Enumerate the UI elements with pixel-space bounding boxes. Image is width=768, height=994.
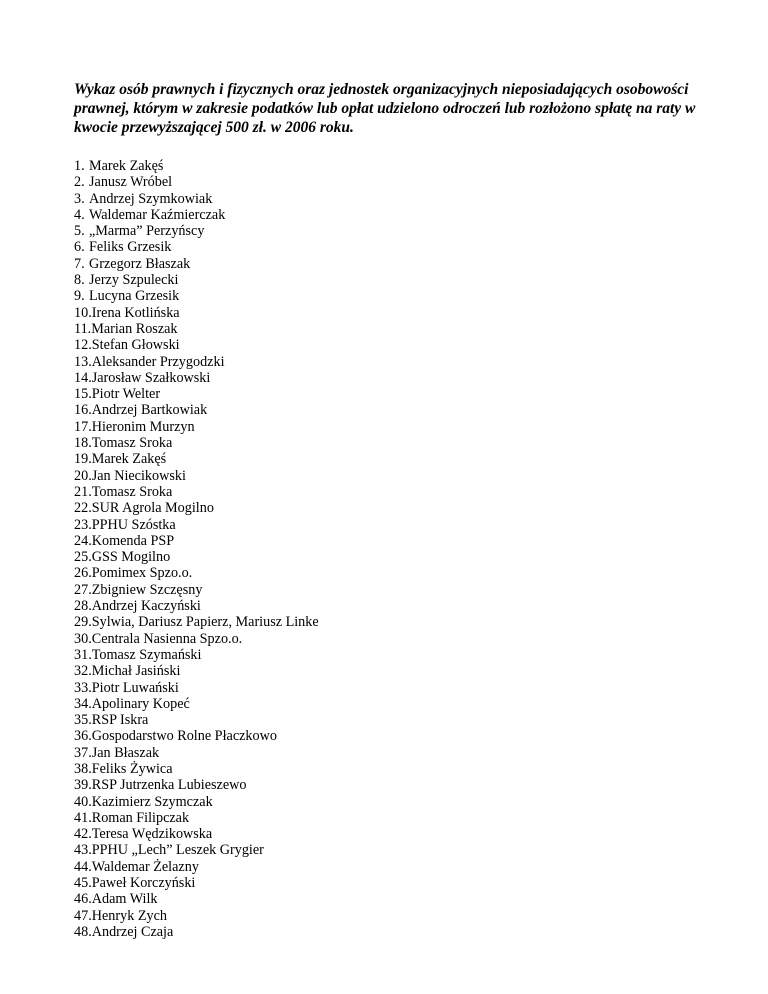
- list-item-number: 9.: [74, 288, 85, 305]
- list-item: [74, 761, 714, 777]
- list-item-number: 4.: [74, 206, 85, 223]
- list-item: [74, 191, 714, 207]
- list-item-name: PPHU „Lech” Leszek Grygier: [91, 842, 264, 859]
- list-item-name: Centrala Nasienna Spzo.o.: [91, 630, 243, 647]
- list-item-name: Marek Zakęś: [89, 158, 164, 174]
- list-item-name: Waldemar Kaźmierczak: [89, 206, 226, 223]
- list-item: [74, 321, 714, 337]
- list-item-name: Tomasz Sroka: [91, 483, 173, 500]
- list-item: [74, 745, 714, 761]
- list-item-number: 42.: [74, 826, 92, 843]
- list-item-number: 26.: [74, 565, 92, 582]
- list-item: [74, 158, 714, 174]
- list-item: [74, 598, 714, 614]
- list-item-number: 32.: [74, 663, 92, 680]
- list-item: [74, 647, 714, 663]
- list-item-number: 14.: [74, 369, 92, 386]
- list-item-number: 17.: [74, 418, 92, 435]
- list-item-number: 1.: [74, 158, 85, 174]
- list-item-number: 29.: [74, 614, 92, 631]
- list-item: [74, 386, 714, 402]
- list-item-number: 18.: [74, 435, 92, 452]
- list-item-name: Kazimierz Szymczak: [91, 793, 213, 810]
- list-item: [74, 875, 714, 891]
- list-item: [74, 842, 714, 858]
- list-item-number: 48.: [74, 923, 92, 940]
- list-item-number: 22.: [74, 500, 92, 517]
- list-item-name: Adam Wilk: [91, 891, 158, 908]
- list-item-number: 2.: [74, 174, 85, 191]
- list-item-number: 16.: [74, 402, 92, 419]
- list-item-name: GSS Mogilno: [91, 549, 171, 566]
- list-item-name: Marek Zakęś: [91, 451, 167, 468]
- list-item: [74, 223, 714, 239]
- list-item-number: 39.: [74, 777, 92, 794]
- list-item: [74, 484, 714, 500]
- list-item-number: 5.: [74, 223, 85, 240]
- list-item: [74, 794, 714, 810]
- list-item: [74, 712, 714, 728]
- list-item: [74, 174, 714, 190]
- list-item-name: RSP Iskra: [91, 712, 149, 729]
- list-item-name: Komenda PSP: [91, 532, 175, 549]
- list-item-name: Piotr Welter: [91, 386, 161, 403]
- list-item-name: Zbigniew Szczęsny: [91, 581, 203, 598]
- list-item-number: 34.: [74, 695, 92, 712]
- list-item: [74, 305, 714, 321]
- list-item-name: SUR Agrola Mogilno: [91, 500, 214, 517]
- list-item-name: Paweł Korczyński: [91, 875, 196, 892]
- list-item: [74, 924, 714, 940]
- list-item-name: PPHU Szóstka: [91, 516, 176, 533]
- list-item-name: Andrzej Bartkowiak: [91, 402, 208, 419]
- list-item-name: Andrzej Kaczyński: [91, 598, 201, 615]
- list-item-number: 13.: [74, 353, 92, 370]
- list-item-number: 41.: [74, 809, 92, 826]
- list-item-name: Stefan Głowski: [91, 337, 180, 354]
- list-item: [74, 533, 714, 549]
- list-item-number: 7.: [74, 255, 85, 272]
- list-item: [74, 451, 714, 467]
- list-item-number: 47.: [74, 907, 92, 924]
- list-item: [74, 549, 714, 565]
- list-item-number: 46.: [74, 891, 92, 908]
- list-item: [74, 728, 714, 744]
- list-item: [74, 354, 714, 370]
- list-item: [74, 582, 714, 598]
- list-item-name: Michał Jasiński: [91, 663, 181, 680]
- list-item-name: Henryk Zych: [91, 907, 167, 924]
- list-item-name: Irena Kotlińska: [91, 304, 180, 321]
- list-item: [74, 565, 714, 581]
- list-item: [74, 370, 714, 386]
- list-item-name: Jan Niecikowski: [91, 467, 186, 484]
- list-item: [74, 288, 714, 304]
- list-item-name: Jerzy Szpulecki: [89, 272, 179, 289]
- list-item-number: 23.: [74, 516, 92, 533]
- list-item-name: RSP Jutrzenka Lubieszewo: [91, 777, 247, 794]
- list-item: [74, 517, 714, 533]
- list-item: [74, 826, 714, 842]
- list-item-number: 19.: [74, 451, 92, 468]
- list-item: [74, 631, 714, 647]
- list-item: [74, 859, 714, 875]
- list-item-name: Marian Roszak: [91, 320, 178, 337]
- list-item-name: Feliks Żywica: [91, 760, 173, 777]
- list-item-name: Janusz Wróbel: [89, 174, 173, 191]
- list-item: [74, 810, 714, 826]
- list-item-name: Tomasz Szymański: [91, 646, 202, 663]
- entries-list: [74, 158, 714, 940]
- list-item: [74, 614, 714, 630]
- list-item-name: Pomimex Spzo.o.: [91, 565, 193, 582]
- list-item-number: 3.: [74, 190, 85, 207]
- list-item-number: 27.: [74, 581, 92, 598]
- list-item-number: 35.: [74, 712, 92, 729]
- list-item-name: Sylwia, Dariusz Papierz, Mariusz Linke: [91, 614, 319, 631]
- list-item-name: Piotr Luwański: [91, 679, 179, 696]
- list-item: [74, 680, 714, 696]
- list-item-number: 15.: [74, 386, 92, 403]
- list-item-number: 11.: [74, 320, 92, 337]
- list-item-name: Feliks Grzesik: [89, 239, 172, 256]
- list-item-number: 12.: [74, 337, 92, 354]
- list-item: [74, 468, 714, 484]
- list-item: [74, 891, 714, 907]
- list-item-number: 30.: [74, 630, 92, 647]
- list-item-name: Aleksander Przygodzki: [91, 353, 225, 370]
- list-item: [74, 696, 714, 712]
- list-item-number: 44.: [74, 858, 92, 875]
- list-item-name: Teresa Wędzikowska: [91, 826, 213, 843]
- list-item-name: Jarosław Szałkowski: [91, 369, 211, 386]
- list-item: [74, 337, 714, 353]
- list-item-number: 36.: [74, 728, 92, 745]
- list-item: [74, 239, 714, 255]
- list-item: [74, 500, 714, 516]
- list-item-number: 6.: [74, 239, 85, 256]
- list-item-name: Roman Filipczak: [91, 809, 190, 826]
- list-item: [74, 777, 714, 793]
- list-item-name: Lucyna Grzesik: [89, 288, 180, 305]
- list-item-number: 45.: [74, 875, 92, 892]
- list-item-number: 10.: [74, 304, 92, 321]
- list-item-name: Andrzej Czaja: [91, 923, 174, 940]
- list-item: [74, 908, 714, 924]
- list-item-number: 28.: [74, 598, 92, 615]
- list-item: [74, 663, 714, 679]
- list-item-name: „Marma” Perzyńscy: [89, 223, 205, 240]
- list-item-number: 37.: [74, 744, 92, 761]
- list-item-name: Waldemar Żelazny: [91, 858, 199, 875]
- list-item-name: Hieronim Murzyn: [91, 418, 195, 435]
- list-item-number: 31.: [74, 646, 92, 663]
- list-item-name: Jan Błaszak: [91, 744, 160, 761]
- list-item-name: Apolinary Kopeć: [91, 695, 190, 712]
- list-item-name: Gospodarstwo Rolne Płaczkowo: [91, 728, 277, 745]
- list-item-number: 40.: [74, 793, 92, 810]
- list-item: [74, 435, 714, 451]
- list-item-name: Andrzej Szymkowiak: [89, 190, 213, 207]
- document-title: Wykaz osób prawnych i fizycznych oraz jednostek organizacyjnych nieposiadających osobowości prawnej, którym w zakresie podatków lub opłat udzielono odroczeń lub rozłożono spłatę na raty w kwocie przewyższającej 500 zł. w 2006 roku.: [74, 81, 696, 136]
- list-item-number: 21.: [74, 483, 92, 500]
- list-item-name: Tomasz Sroka: [91, 435, 173, 452]
- list-item-name: Grzegorz Błaszak: [89, 255, 191, 272]
- list-item-number: 20.: [74, 467, 92, 484]
- list-item: [74, 256, 714, 272]
- list-item-number: 25.: [74, 549, 92, 566]
- list-item-number: 33.: [74, 679, 92, 696]
- list-item-number: 43.: [74, 842, 92, 859]
- list-item: [74, 207, 714, 223]
- list-item: [74, 419, 714, 435]
- list-item: [74, 402, 714, 418]
- list-item-number: 8.: [74, 272, 85, 289]
- document-page: [74, 80, 714, 940]
- list-item: [74, 272, 714, 288]
- list-item-number: 24.: [74, 532, 92, 549]
- list-item-number: 38.: [74, 760, 92, 777]
